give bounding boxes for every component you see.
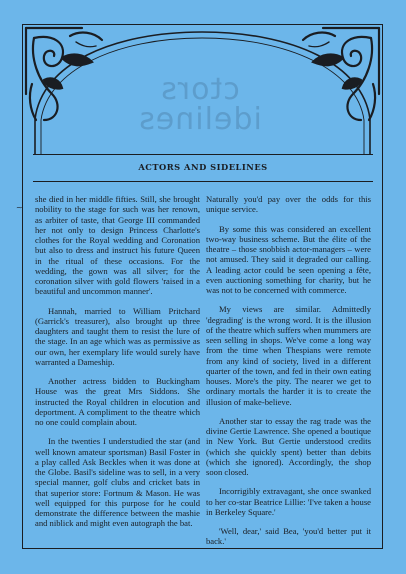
section-heading: ACTORS AND SIDELINES — [138, 162, 268, 172]
show-through-text: ctors idelines — [138, 72, 262, 137]
paragraph: By some this was considered an excellent two-way business scheme. But the élite of the theatre – those snobbish actor-managers – were not amused. They said it degraded our calling. A leading actor could be seen opening a fête, even auctioning something for charity, but he was not to be concerned with commerce. — [206, 223, 371, 295]
paragraph: Another actress bidden to Buckingham House was the great Mrs Siddons. She instructed the Royal children in elocution and deportment. A compliment to the theatre which no one could complain about. — [35, 376, 200, 427]
left-column — [35, 194, 200, 538]
right-column — [206, 194, 371, 556]
paragraph: In the twenties I understudied the star (and well known amateur sportsman) Basil Foster in a play called Ask Beckles when it was done at the Globe. Basil's sideline was to sell, in a very special manner, golf clubs and cricket bats in that superior store: Fortnum & Mason. He was well equipped for this purpose for he could demonstrate the difference between the mashie and niblick and might even autograph the bat. — [35, 436, 200, 529]
paragraph: Hannah, married to William Pritchard (Garrick's treasurer), also brought up three daughters and taught them to resist the lure of the stage. In an age which was as permissive as our own, her exemplary life would surely have warranted a Dameship. — [35, 305, 200, 367]
paragraph: Naturally you'd pay over the odds for this unique service. — [206, 194, 371, 215]
margin-mark: ~ — [16, 203, 23, 212]
paragraph: Incorrigibly extravagant, she once swanked to her co-star Beatrice Lillie: 'I've taken a house in Berkeley Square.' — [206, 486, 371, 517]
paragraph: Another star to essay the rag trade was the divine Gertie Lawrence. She opened a boutique in New York. But Gertie understood credits (which she quickly spent) better than debits (which she ignored). Accordingly, the shop soon closed. — [206, 415, 371, 477]
paragraph: 'Well, dear,' said Bea, 'you'd better put it back.' — [206, 526, 371, 547]
heading-rule-top — [33, 154, 373, 155]
paragraph: she died in her middle fifties. Still, she brought nobility to the stage for such was her renown, as arbiter of taste, that George III commanded her not only to design Princess Charlotte's clothes for the Royal wedding and Coronation but also to dress and instruct his future Queen in the ritual of these occasions. For the wedding, the gown was all silver; for the coronation silver with gold flowers 'raised in a beautiful and uncommon manner'. — [35, 194, 200, 297]
paragraph: My views are similar. Admittedly 'degrading' is the wrong word. It is the illusion of the theatre which suffers when mummers are seen selling in shops. We've come a long way from the time when Thespians were remote from any kind of society, lived in a different quarter of the town, and fed in their own eating houses. More's the pity. The nearer we get to ordinary mortals the harder it is to create the illusion of make-believe. — [206, 304, 371, 407]
heading-rule-bottom — [33, 181, 373, 182]
